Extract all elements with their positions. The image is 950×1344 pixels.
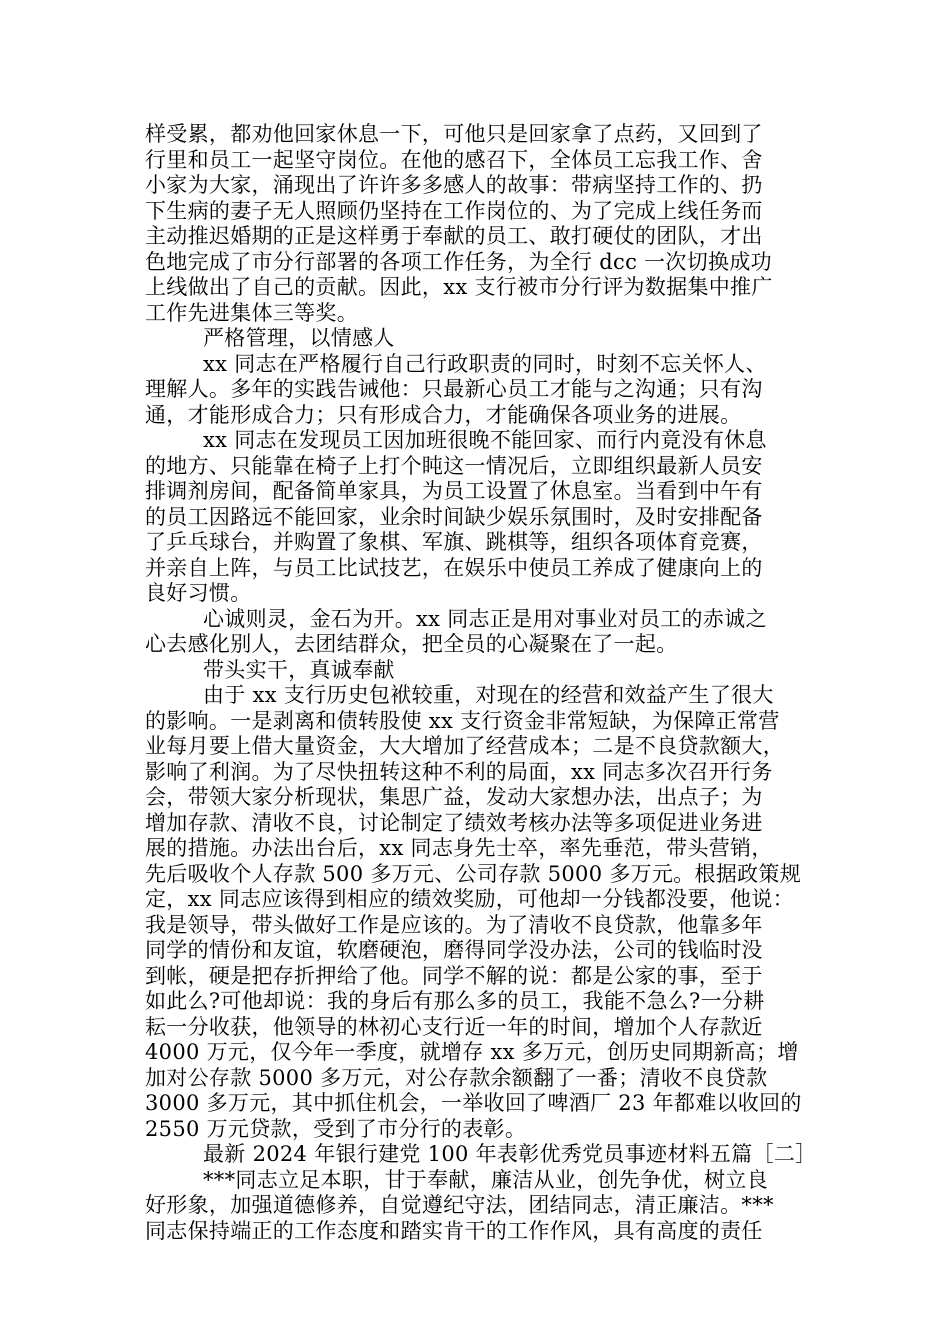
- text-line: 上线做出了自己的贡献。因此，xx 支行被市分行评为数据集中推广: [145, 275, 773, 299]
- text-line: 我是领导，带头做好工作是应该的。为了清收不良贷款，他靠多年: [145, 912, 763, 937]
- text-line: 了乒乓球台，并购置了象棋、军旗、跳棋等，组织各项体育竞赛，: [145, 530, 763, 554]
- text-line: 2550 万元贷款，受到了市分行的表彰。: [145, 1116, 527, 1141]
- text-line: 小家为大家，涌现出了许许多多感人的故事：带病坚持工作的、扔: [145, 173, 763, 197]
- text-line: 好形象，加强道德修养，自觉遵纪守法，团结同志，清正廉洁。***: [145, 1193, 774, 1217]
- text-line: 工作先进集体三等奖。: [145, 300, 358, 325]
- text-line: 由于 xx 支行历史包袱较重，对现在的经营和效益产生了很大: [203, 683, 774, 707]
- text-line: 会，带领大家分析现状，集思广益，发动大家想办法，出点子；为: [145, 785, 763, 809]
- text-line: 4000 万元，仅今年一季度，就增存 xx 多万元，创历史同期新高；增: [145, 1040, 799, 1064]
- text-line: 的员工因路远不能回家，业余时间缺少娱乐氛围时，及时安排配备: [145, 504, 763, 529]
- text-line: 展的措施。办法出台后，xx 同志身先士卒，率先垂范，带头营销，: [145, 836, 773, 860]
- text-line: xx 同志在严格履行自己行政职责的同时，时刻不忘关怀人、: [203, 351, 767, 376]
- text-line: xx 同志在发现员工因加班很晚不能回家、而行内竟没有休息: [203, 428, 767, 452]
- text-line: 最新 2024 年银行建党 100 年表彰优秀党员事迹材料五篇［二］: [203, 1142, 817, 1166]
- text-line: 加对公存款 5000 多万元，对公存款余额翻了一番；清收不良贷款: [145, 1065, 768, 1090]
- text-line: 3000 多万元，其中抓住机会，一举收回了啤酒厂 23 年都难以收回的: [145, 1091, 802, 1115]
- text-line: 心诚则灵，金石为开。xx 同志正是用对事业对员工的赤诚之: [203, 606, 767, 631]
- text-line: 耘一分收获，他领导的林初心支行近一年的时间，增加个人存款近: [145, 1014, 763, 1039]
- document-body: [145, 122, 817, 1244]
- text-line: 如此么?可他却说：我的身后有那么多的员工，我能不急么?一分耕: [145, 989, 765, 1013]
- text-line: 同学的情份和友谊，软磨硬泡，磨得同学没办法，公司的钱临时没: [145, 938, 763, 962]
- text-line: 主动推迟婚期的正是这样勇于奉献的员工、敢打硬仗的团队，才出: [145, 224, 763, 248]
- text-line: 同志保持端正的工作态度和踏实肯干的工作作风，具有高度的责任: [145, 1218, 763, 1243]
- text-line: 的地方、只能靠在椅子上打个盹这一情况后，立即组织最新人员安: [145, 453, 763, 478]
- text-line: 心去感化别人，去团结群众，把全员的心凝聚在了一起。: [145, 632, 678, 656]
- text-line: 色地完成了市分行部署的各项工作任务，为全行 dcc 一次切换成功: [145, 249, 772, 274]
- text-line: 到帐，硬是把存折押给了他。同学不解的说：都是公家的事，至于: [145, 963, 763, 988]
- text-line: 并亲自上阵，与员工比试技艺，在娱乐中使员工养成了健康向上的: [145, 555, 763, 580]
- text-line: 理解人。多年的实践告诫他：只最新心员工才能与之沟通；只有沟: [145, 377, 763, 401]
- text-line: 下生病的妻子无人照顾仍坚持在工作岗位的、为了完成上线任务而: [145, 198, 763, 223]
- text-line: 增加存款、清收不良，讨论制定了绩效考核办法等多项促进业务进: [145, 810, 763, 835]
- text-line: 行里和员工一起坚守岗位。在他的感召下，全体员工忘我工作、舍: [145, 147, 763, 172]
- text-line: 严格管理，以情感人: [203, 326, 395, 350]
- text-line: 排调剂房间，配备简单家具，为员工设置了休息室。当看到中午有: [145, 479, 763, 503]
- text-line: 的影响。一是剥离和债转股使 xx 支行资金非常短缺，为保障正常营: [145, 708, 780, 733]
- text-line: 先后吸收个人存款 500 多万元、公司存款 5000 多万元。根据政策规: [145, 861, 802, 886]
- text-line: 良好习惯。: [145, 581, 252, 605]
- text-line: 样受累，都劝他回家休息一下，可他只是回家拿了点药，又回到了: [145, 122, 763, 146]
- text-line: 带头实干，真诚奉献: [203, 657, 395, 682]
- text-line: 通，才能形成合力；只有形成合力，才能确保各项业务的进展。: [145, 402, 742, 427]
- text-line: ***同志立足本职，甘于奉献，廉洁从业，创先争优，树立良: [203, 1167, 768, 1192]
- text-line: 定，xx 同志应该得到相应的绩效奖励，可他却一分钱都没要，他说：: [145, 887, 794, 911]
- text-line: 影响了利润。为了尽快扭转这种不利的局面，xx 同志多次召开行务: [145, 759, 773, 784]
- text-line: 业每月要上借大量资金，大大增加了经营成本；二是不良贷款额大，: [145, 734, 784, 758]
